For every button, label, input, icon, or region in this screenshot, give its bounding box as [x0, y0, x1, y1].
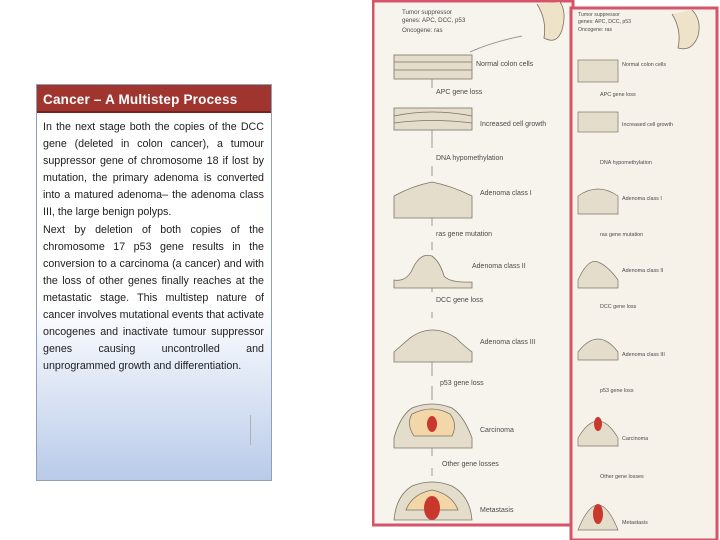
svg-text:Increased cell growth: Increased cell growth	[622, 122, 673, 128]
header-line: Tumor suppressor	[402, 9, 452, 16]
svg-text:DCC gene loss: DCC gene loss	[600, 304, 637, 310]
svg-text:Other gene losses: Other gene losses	[600, 474, 644, 480]
stage-label: DNA hypomethylation	[436, 155, 504, 162]
stage-label: Carcinoma	[480, 427, 514, 434]
svg-text:Oncogene: ras: Oncogene: ras	[578, 27, 613, 33]
stage-label: Adenoma class III	[480, 339, 536, 346]
divider	[250, 415, 251, 445]
text-panel	[36, 84, 272, 481]
paragraph: Next by deletion of both copies of the chromosome 17 p53 gene results in the conversion to a carcinoma (a cancer) and with the loss of other genes finally reaches at the metastatic stage. This multistep nature of cancer involves mutational events that activate oncogenes and inactivate tumour suppressor genes causing uncontrolled and unprogrammed growth and differentiation.	[43, 223, 264, 373]
panel-body	[43, 119, 264, 375]
header-line: Oncogene: ras	[402, 27, 443, 34]
svg-text:ras gene mutation: ras gene mutation	[600, 232, 644, 238]
svg-text:genes: APC, DCC, p53: genes: APC, DCC, p53	[578, 19, 632, 25]
svg-text:Normal colon cells: Normal colon cells	[622, 62, 667, 68]
stage-label: Normal colon cells	[476, 61, 534, 68]
stage-label: Other gene losses	[442, 461, 499, 468]
stage-label: ras gene mutation	[436, 231, 493, 238]
paragraph: In the next stage both the copies of the DCC gene (deleted in colon cancer), a tumour suppressor gene of chromosome 18 if lost by mutation, the primary adenoma is converted into a matured adenoma– the adenoma class III, the large benign polyps.	[43, 121, 264, 219]
svg-text:DNA hypomethylation: DNA hypomethylation	[600, 160, 652, 166]
svg-text:Adenoma class II: Adenoma class II	[622, 268, 664, 274]
svg-text:Adenoma class I: Adenoma class I	[622, 196, 662, 202]
stage-label: Increased cell growth	[480, 121, 547, 128]
stage-label: Adenoma class II	[472, 263, 526, 270]
svg-text:APC gene loss: APC gene loss	[600, 92, 636, 98]
stage-label: p53 gene loss	[440, 380, 484, 387]
svg-text:p53 gene loss: p53 gene loss	[600, 388, 634, 394]
svg-text:Adenoma class III: Adenoma class III	[622, 352, 665, 358]
stage-label: APC gene loss	[436, 89, 483, 96]
svg-text:Tumor suppressor: Tumor suppressor	[578, 12, 620, 18]
stage-label: DCC gene loss	[436, 297, 484, 304]
multistep-diagram	[372, 0, 720, 540]
panel-title: Cancer – A Multistep Process	[37, 85, 271, 113]
header-line: genes: APC, DCC, p53	[402, 17, 466, 24]
stage-label: Metastasis	[480, 507, 514, 514]
svg-text:Carcinoma: Carcinoma	[622, 436, 649, 442]
svg-text:Metastasis: Metastasis	[622, 520, 648, 526]
stage-label: Adenoma class I	[480, 190, 532, 197]
